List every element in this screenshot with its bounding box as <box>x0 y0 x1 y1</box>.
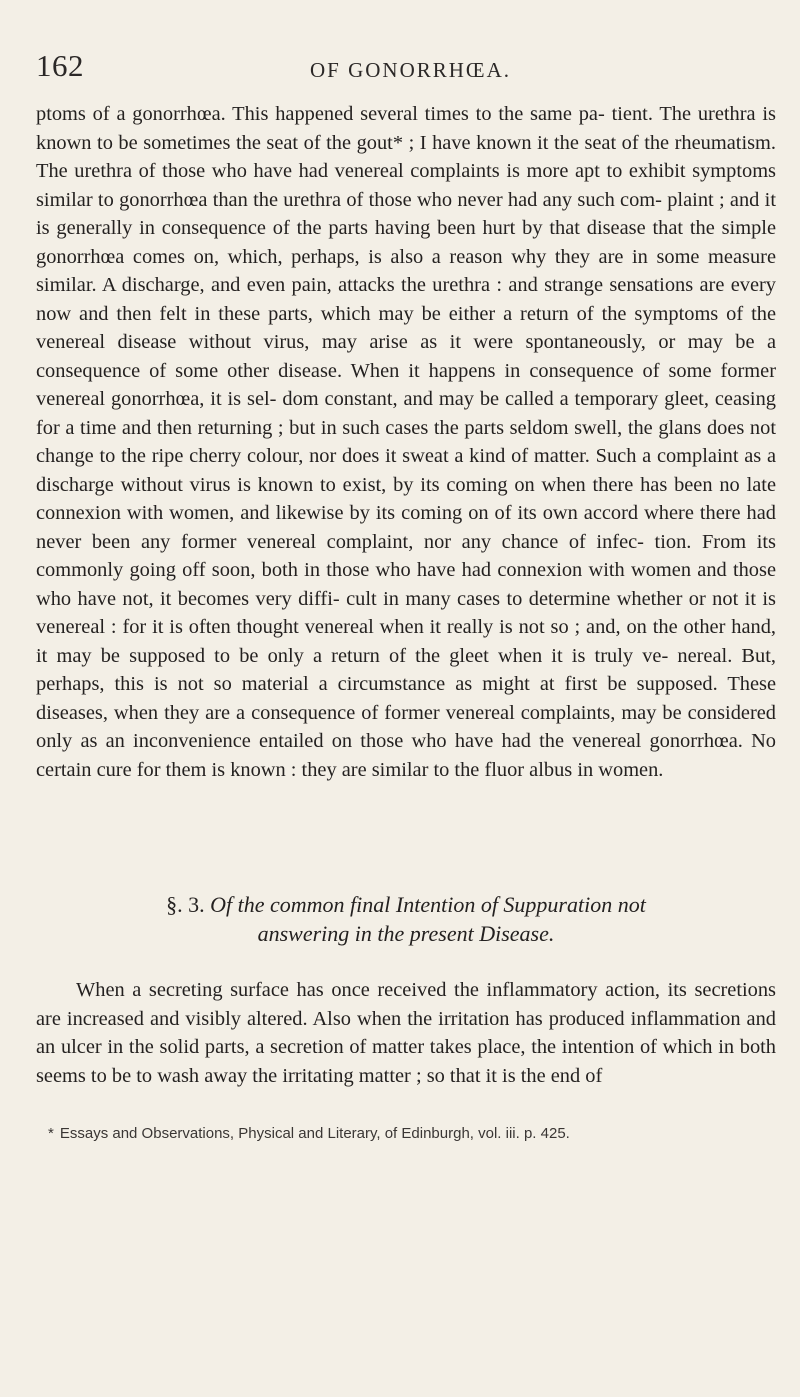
running-head: OF GONORRHŒA. <box>310 58 512 82</box>
body-paragraph: ptoms of a gonorrhœa. This happened several times to the same pa- tient. The urethra is known to be sometimes the seat of the gout* ; I have known it the seat of the rheumatism. The urethra of those who have had venereal complaints is more apt to exhibit symptoms similar to gonorrhœa than the urethra of those who never had any such com- plaint ; and it is generally in consequence of the parts having been hurt by that disease that the simple gonorrhœa comes on, which, perhaps, is also a reason why they are in some measure similar. A discharge, and even pain, attacks the urethra : and strange sensations are every now and then felt in these parts, which may be either a return of the symptoms of the venereal disease without virus, may arise as it were spontaneously, or may be a consequence of some other disease. When it happens in consequence of some former venereal gonorrhœa, it is sel- dom constant, and may be called a temporary gleet, ceasing for a time and then returning ; but in such cases the parts seldom swell, the glans does not change to the ripe cherry colour, nor does it sweat a kind of matter. Such a complaint as a discharge without virus is known to exist, by its coming on when there has been no late connexion with women, and likewise by its coming on of its own accord where there had never been any former venereal complaint, nor any chance of infec- tion. From its commonly going off soon, both in those who have had connexion with women and those who have not, it becomes very diffi- cult in many cases to determine whether or not it is venereal : for it is often thought venereal when it really is not so ; and, on the other hand, it may be supposed to be only a return of the gleet when it is truly ve- nereal. But, perhaps, this is not so material a circumstance as might at first be supposed. These diseases, when they are a consequence of former venereal complaints, may be considered only as an inconvenience entailed on those who have had the venereal gonorrhœa. No certain cure for them is known : they are similar to the fluor albus in women. <box>36 103 776 781</box>
section-heading <box>36 890 776 948</box>
section-title-line-2: answering in the present Disease. <box>257 921 555 946</box>
section-number: §. 3. <box>166 892 205 917</box>
footnote-text: Essays and Observations, Physical and Literary, of Edinburgh, vol. iii. p. 425. <box>59 1125 570 1142</box>
section-title-line-1: Of the common final Intention of Suppuration not <box>210 892 646 917</box>
section-text-block <box>36 976 776 1090</box>
section-paragraph: When a secreting surface has once received the inflammatory action, its secretions are increased and visibly altered. Also when the irritation has produced inflammation and an ulcer in the solid parts, a secretion of matter takes place, the intention of which in both seems to be to wash away the irritating matter ; so that it is the end of <box>36 979 776 1087</box>
footnote-mark: * <box>48 1125 54 1142</box>
main-text-block <box>36 100 776 784</box>
page-header <box>36 48 776 88</box>
page-number: 162 <box>36 48 84 83</box>
footnote <box>36 1124 776 1144</box>
